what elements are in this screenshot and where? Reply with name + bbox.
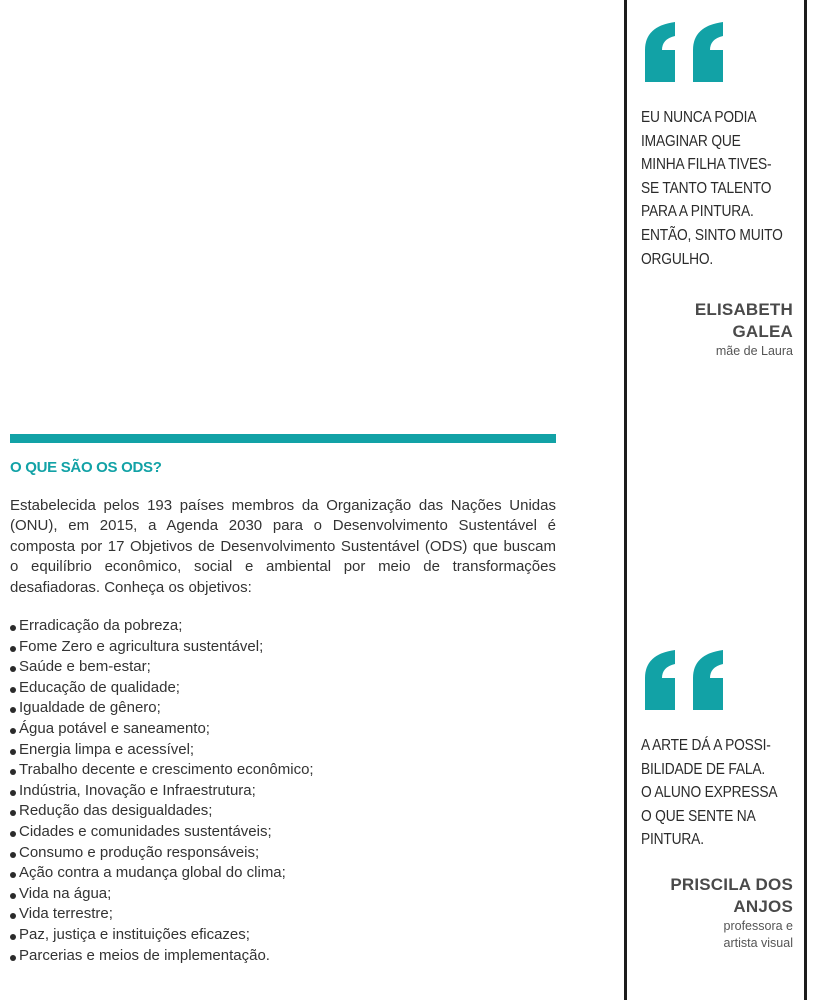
list-item: Água potável e saneamento; bbox=[10, 719, 556, 740]
list-item: Trabalho decente e crescimento econômico; bbox=[10, 760, 556, 781]
bullet-dot-icon bbox=[10, 790, 16, 796]
bullet-dot-icon bbox=[10, 913, 16, 919]
pull-quote bbox=[641, 20, 793, 360]
list-item: Ação contra a mudança global do clima; bbox=[10, 863, 556, 884]
list-item: Indústria, Inovação e Infraestrutura; bbox=[10, 781, 556, 802]
pull-quote bbox=[641, 648, 793, 952]
bullet-dot-icon bbox=[10, 769, 16, 775]
list-item: Fome Zero e agricultura sustentável; bbox=[10, 637, 556, 658]
quote-text: EU NUNCA PODIA IMAGINAR QUE MINHA FILHA TIVES- SE TANTO TALENTO PARA A PINTURA. ENTÃO, SINTO MUITO ORGULHO. bbox=[641, 109, 783, 268]
list-item: Saúde e bem-estar; bbox=[10, 657, 556, 678]
section-heading: O QUE SÃO OS ODS? bbox=[10, 459, 162, 476]
list-item: Vida na água; bbox=[10, 884, 556, 905]
bullet-dot-icon bbox=[10, 687, 16, 693]
quote-mark-icon bbox=[641, 20, 731, 86]
bullet-dot-icon bbox=[10, 955, 16, 961]
bullet-dot-icon bbox=[10, 852, 16, 858]
quote-author-role: mãe de Laura bbox=[715, 344, 793, 359]
list-item: Vida terrestre; bbox=[10, 904, 556, 925]
bullet-dot-icon bbox=[10, 646, 16, 652]
quote-author: PRISCILA DOS ANJOS bbox=[670, 874, 793, 916]
list-item: Igualdade de gênero; bbox=[10, 698, 556, 719]
ods-section bbox=[10, 434, 556, 966]
quote-text: A ARTE DÁ A POSSI- BILIDADE DE FALA. O ALUNO EXPRESSA O QUE SENTE NA PINTURA. bbox=[641, 737, 778, 849]
list-item: Cidades e comunidades sustentáveis; bbox=[10, 822, 556, 843]
bullet-dot-icon bbox=[10, 934, 16, 940]
list-item: Paz, justiça e instituições eficazes; bbox=[10, 925, 556, 946]
list-item: Energia limpa e acessível; bbox=[10, 740, 556, 761]
bullet-dot-icon bbox=[10, 707, 16, 713]
intro-paragraph: Estabelecida pelos 193 países membros da Organização das Nações Unidas (ONU), em 2015, a Agenda 2030 para o Desenvolvimento Sustentável é composta por 17 Objetivos de Desenvolvimento Sustentável (ODS) que buscam o equilíbrio econômico, social e ambiental por meio de transformações desafiadoras. Conheça os objetivos: bbox=[10, 497, 556, 596]
bullet-dot-icon bbox=[10, 728, 16, 734]
bullet-dot-icon bbox=[10, 872, 16, 878]
bullet-dot-icon bbox=[10, 749, 16, 755]
quotes-sidebar bbox=[624, 0, 807, 1000]
list-item: Educação de qualidade; bbox=[10, 678, 556, 699]
bullet-dot-icon bbox=[10, 831, 16, 837]
bullet-dot-icon bbox=[10, 893, 16, 899]
quote-author-role: professora e artista visual bbox=[723, 918, 793, 950]
list-item: Erradicação da pobreza; bbox=[10, 616, 556, 637]
section-divider bbox=[10, 434, 556, 443]
list-item: Parcerias e meios de implementação. bbox=[10, 946, 556, 967]
quote-mark-icon bbox=[641, 648, 731, 714]
bullet-dot-icon bbox=[10, 810, 16, 816]
bullet-dot-icon bbox=[10, 625, 16, 631]
list-item: Redução das desigualdades; bbox=[10, 801, 556, 822]
goals-list bbox=[10, 616, 556, 966]
list-item: Consumo e produção responsáveis; bbox=[10, 843, 556, 864]
bullet-dot-icon bbox=[10, 666, 16, 672]
quote-author: ELISABETH GALEA bbox=[694, 300, 793, 342]
